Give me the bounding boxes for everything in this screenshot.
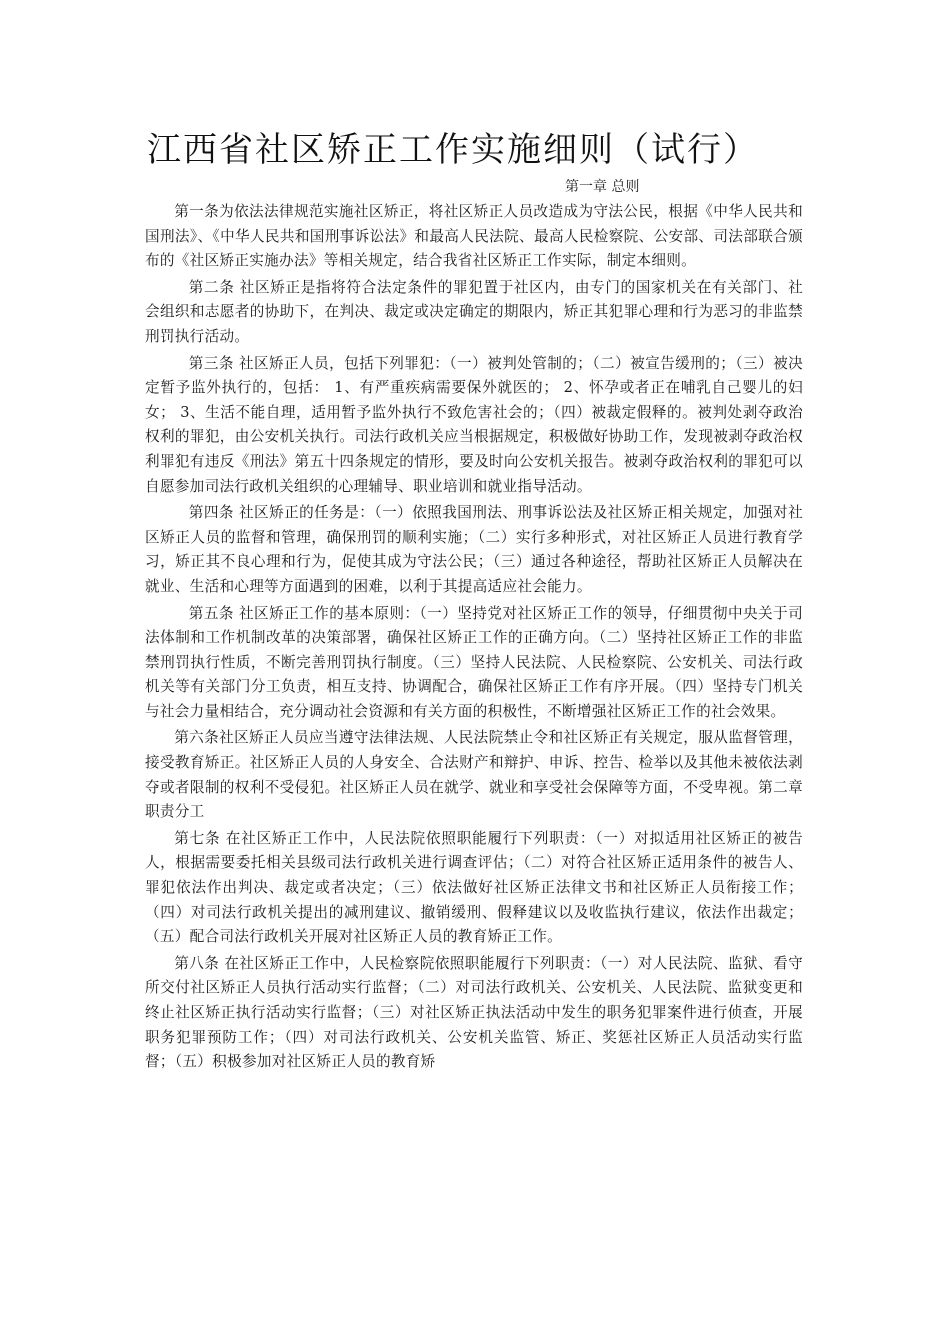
article-5: 第五条 社区矫正工作的基本原则：（一）坚持党对社区矫正工作的领导，仔细贯彻中央关于司法体制和工作机制改革的决策部署，确保社区矫正工作的正确方向。（二）坚持社区矫正工作的非监禁刑罚执行性质，不断完善刑罚执行制度。（三）坚持人民法院、人民检察院、公安机关、司法行政机关等有关部门分工负责，相互支持、协调配合，确保社区矫正工作有序开展。（四）坚持专门机关与社会力量相结合，充分调动社会资源和有关方面的积极性，不断增强社区矫正工作的社会效果。 [145, 604, 803, 720]
chapter-heading: 第一章 总则 [565, 179, 640, 195]
article-6: 第六条社区矫正人员应当遵守法律法规、人民法院禁止令和社区矫正有关规定，服从监督管理，接受教育矫正。社区矫正人员的人身安全、合法财产和辩护、申诉、控告、检举以及其他未被依法剥夺或者限制的权利不受侵犯。社区矫正人员在就学、就业和享受社会保障等方面，不受卑视。第二章 职责分工 [145, 729, 803, 821]
article-4: 第四条 社区矫正的任务是：（一）依照我国刑法、刑事诉讼法及社区矫正相关规定，加强对社区矫正人员的监督和管理，确保刑罚的顺利实施；（二）实行多种形式，对社区矫正人员进行教育学习，矫正其不良心理和行为，促使其成为守法公民；（三）通过各种途径，帮助社区矫正人员解决在就业、生活和心理等方面遇到的困难，以利于其提高适应社会能力。 [145, 504, 803, 595]
article-2: 第二条 社区矫正是指将符合法定条件的罪犯置于社区内，由专门的国家机关在有关部门、社会组织和志愿者的协助下，在判决、裁定或决定确定的期限内，矫正其犯罪心理和行为恶习的非监禁刑罚执行活动。 [145, 278, 803, 345]
article-8: 第八条 在社区矫正工作中，人民检察院依照职能履行下列职责：（一）对人民法院、监狱、看守所交付社区矫正人员执行活动实行监督；（二）对司法行政机关、公安机关、人民法院、监狱变更和终止社区矫正执行活动实行监督；（三）对社区矫正执法活动中发生的职务犯罪案件进行侦查，开展职务犯罪预防工作；（四）对司法行政机关、公安机关监管、矫正、奖惩社区矫正人员活动实行监督；（五）积极参加对社区矫正人员的教育矫 [145, 954, 803, 1071]
article-1: 第一条为依法法律规范实施社区矫正，将社区矫正人员改造成为守法公民，根据《中华人民共和国刑法》、《中华人民共和国刑事诉讼法》和最高人民法院、最高人民检察院、公安部、司法部联合颁布的《社区矫正实施办法》等相关规定，结合我省社区矫正工作实际，制定本细则。 [145, 203, 803, 270]
document-body [145, 200, 803, 1077]
article-7: 第七条 在社区矫正工作中，人民法院依照职能履行下列职责：（一）对拟适用社区矫正的被告人，根据需要委托相关县级司法行政机关进行调查评估；（二）对符合社区矫正适用条件的被告人、罪犯依法作出判决、裁定或者决定；（三）依法做好社区矫正法律文书和社区矫正人员衔接工作；（四）对司法行政机关提出的减刑建议、撤销缓刑、假释建议以及收监执行建议，依法作出裁定；（五）配合司法行政机关开展对社区矫正人员的教育矫正工作。 [145, 829, 803, 946]
article-3: 第三条 社区矫正人员，包括下列罪犯：（一）被判处管制的；（二）被宣告缓刑的；（三）被决定暂予监外执行的，包括： 1、有严重疾病需要保外就医的； 2、怀孕或者正在哺乳自己婴儿的妇女； 3、生活不能自理，适用暂予监外执行不致危害社会的；（四）被裁定假释的。被判处剥夺政治权利的罪犯，由公安机关执行。司法行政机关应当根据规定，积极做好协助工作，发现被剥夺政治权利罪犯有违反《刑法》第五十四条规定的情形，要及时向公安机关报告。被剥夺政治权利的罪犯可以自愿参加司法行政机关组织的心理辅导、职业培训和就业指导活动。 [145, 354, 803, 495]
document-title: 江西省社区矫正工作实施细则（试行） [147, 130, 759, 170]
